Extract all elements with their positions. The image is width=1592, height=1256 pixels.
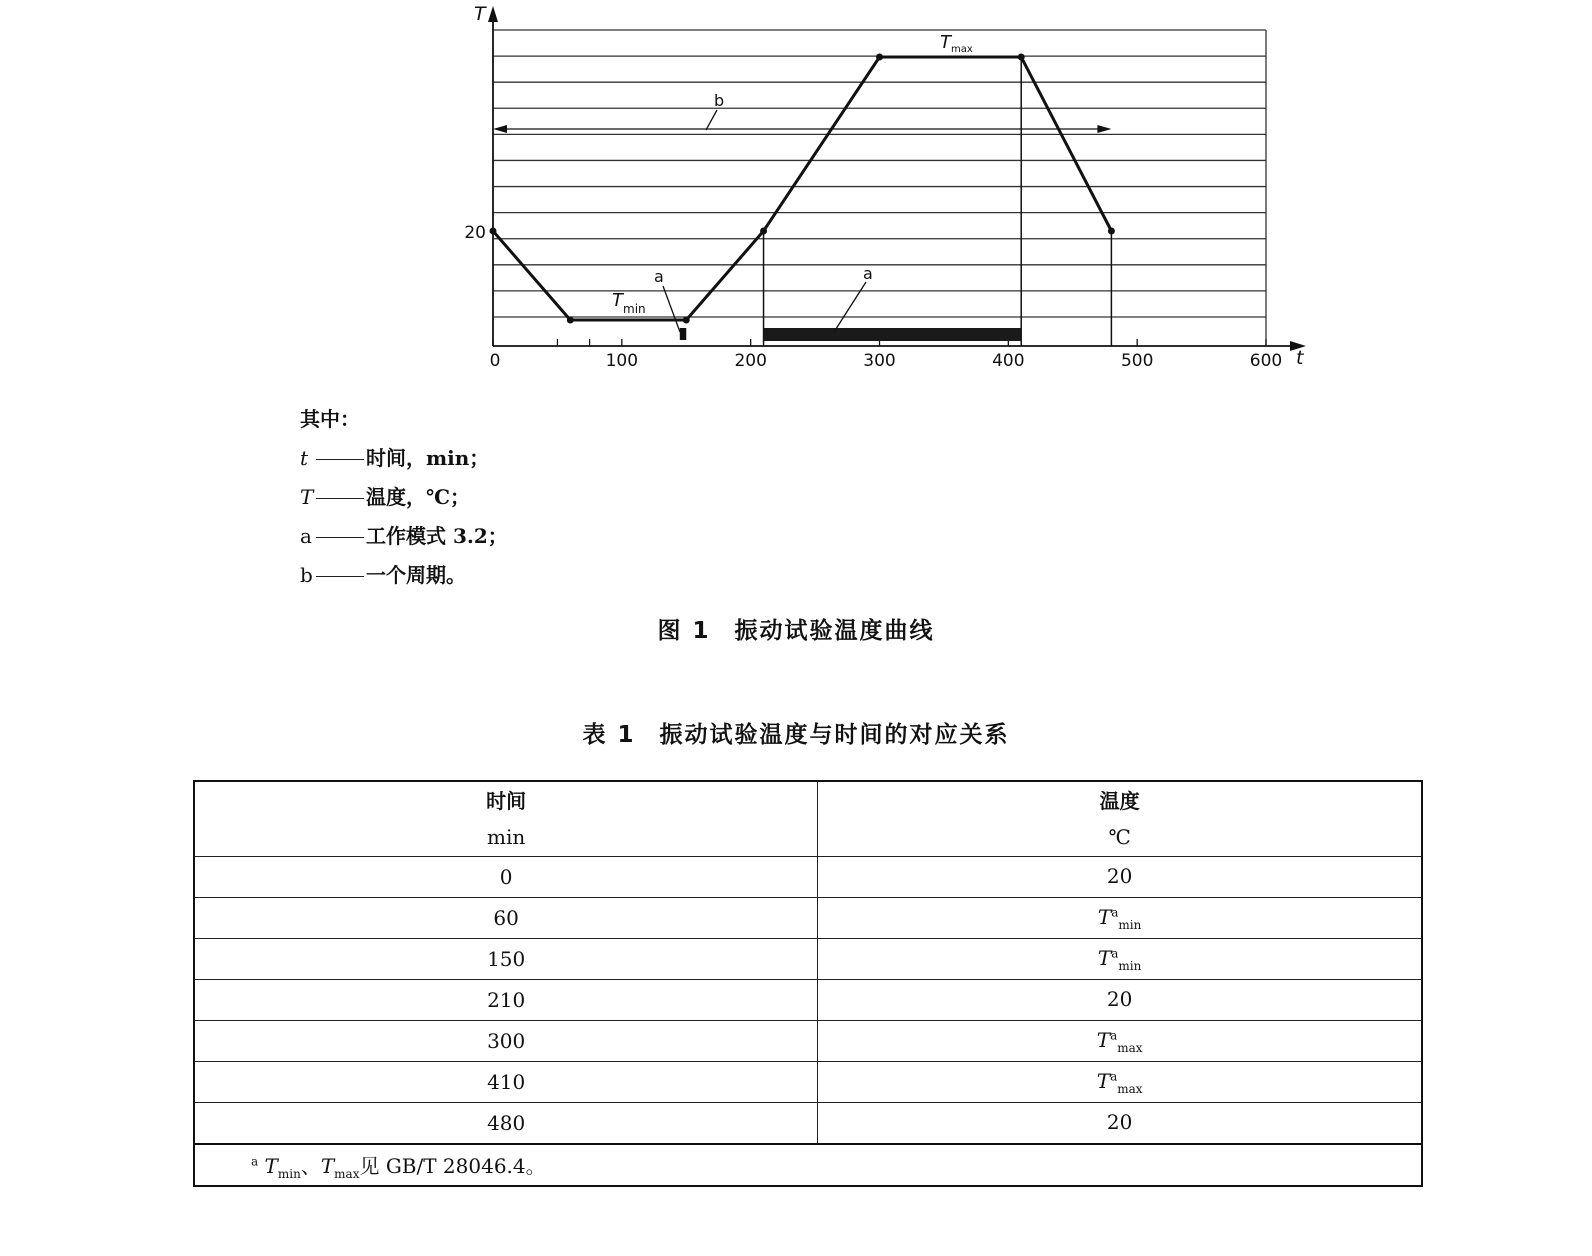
legend-dash: [316, 498, 364, 499]
temperature-cell: 20: [818, 980, 1422, 1021]
figure-caption: [0, 612, 1592, 645]
temperature-cell: $T^a_{min}$: [818, 939, 1422, 980]
legend-symbol: T: [300, 485, 314, 509]
table-footnote: $^a$ $T_{min}$、$T_{max}$见 GB/T 28046.4。: [194, 1144, 1422, 1186]
legend-dash: [316, 537, 364, 538]
time-temperature-table: [193, 780, 1423, 1187]
figure-number: 图 1: [657, 618, 711, 644]
x-tick-label: 400: [992, 351, 1025, 371]
table-title: 振动试验温度与时间的对应关系: [659, 722, 1010, 748]
label-tmin-sub: min: [623, 302, 646, 316]
x-tick-label: 300: [863, 351, 896, 371]
table-header-row: [194, 781, 1422, 857]
data-point: [876, 54, 883, 61]
header-time: [194, 781, 818, 857]
label-tmax-sub: max: [951, 44, 973, 55]
label-b: b: [714, 91, 725, 110]
legend-symbol: b: [300, 563, 313, 587]
time-cell: 150: [194, 939, 818, 980]
x-tick-label: 0: [489, 351, 501, 371]
label-tmax: T: [940, 32, 951, 53]
time-cell: 410: [194, 1062, 818, 1103]
table-row: [194, 939, 1422, 980]
label-a2: a: [863, 264, 873, 283]
period-arrow-left: [493, 125, 507, 133]
x-tick-label: 200: [734, 351, 767, 371]
header-temperature-name: 温度: [1099, 789, 1140, 813]
legend-desc: 温度，℃；: [366, 485, 470, 509]
legend-symbol: a: [300, 524, 312, 548]
temperature-cell: $T^a_{min}$: [818, 898, 1422, 939]
table-row: [194, 980, 1422, 1021]
x-axis-label: t: [1296, 347, 1304, 369]
leader-a2: [834, 282, 866, 332]
mode-bar-short: [680, 328, 686, 340]
figure-title: 振动试验温度曲线: [734, 618, 935, 644]
data-point: [683, 317, 690, 324]
legend-desc: 一个周期。: [366, 563, 466, 587]
time-cell: 0: [194, 857, 818, 898]
legend-title: 其中：: [300, 407, 360, 431]
period-arrow-right: [1097, 125, 1111, 133]
header-time-name: 时间: [486, 789, 527, 813]
x-tick-label: 500: [1120, 351, 1154, 371]
leader-b: [706, 110, 717, 130]
y-axis-arrow: [488, 6, 498, 22]
table-number: 表 1: [582, 722, 636, 748]
temperature-cell: 20: [818, 857, 1422, 898]
header-temperature: [818, 781, 1422, 857]
data-point: [567, 317, 574, 324]
leader-a1: [663, 286, 680, 332]
legend-item-T: [300, 478, 508, 517]
data-point: [490, 228, 497, 235]
x-tick-label: 600: [1249, 351, 1283, 371]
y-tick-label: 20: [464, 223, 486, 243]
legend: [300, 400, 508, 595]
temperature-cell: $T^a_{max}$: [818, 1062, 1422, 1103]
chart-grid: [493, 30, 1266, 346]
legend-desc: 工作模式 3.2；: [366, 524, 508, 548]
label-a1: a: [654, 267, 664, 286]
table-row: [194, 1103, 1422, 1145]
temperature-cell: $T^a_{max}$: [818, 1021, 1422, 1062]
table-row: [194, 857, 1422, 898]
table-row: [194, 898, 1422, 939]
table-row: [194, 1021, 1422, 1062]
table-row: [194, 1062, 1422, 1103]
temperature-cell: 20: [818, 1103, 1422, 1145]
y-axis-label: T: [474, 3, 486, 25]
legend-item-t: [300, 439, 508, 478]
time-cell: 480: [194, 1103, 818, 1145]
legend-dash: [316, 459, 364, 460]
time-cell: 210: [194, 980, 818, 1021]
mode-bar-long: [764, 328, 1022, 341]
header-time-unit: min: [487, 825, 526, 849]
legend-desc: 时间，min；: [366, 446, 490, 470]
legend-item-a: [300, 517, 508, 556]
time-cell: 300: [194, 1021, 818, 1062]
temperature-chart: [0, 0, 1592, 400]
header-temperature-unit: ℃: [1108, 825, 1131, 849]
table-footnote-row: [194, 1144, 1422, 1186]
time-cell: 60: [194, 898, 818, 939]
legend-item-b: [300, 556, 508, 595]
table-caption: [0, 716, 1592, 749]
label-tmin: T: [612, 290, 623, 311]
x-tick-label: 100: [605, 351, 639, 371]
legend-dash: [316, 576, 364, 577]
temperature-line: [493, 57, 1111, 320]
legend-symbol: t: [300, 446, 309, 470]
chart-marks: [490, 54, 1115, 347]
